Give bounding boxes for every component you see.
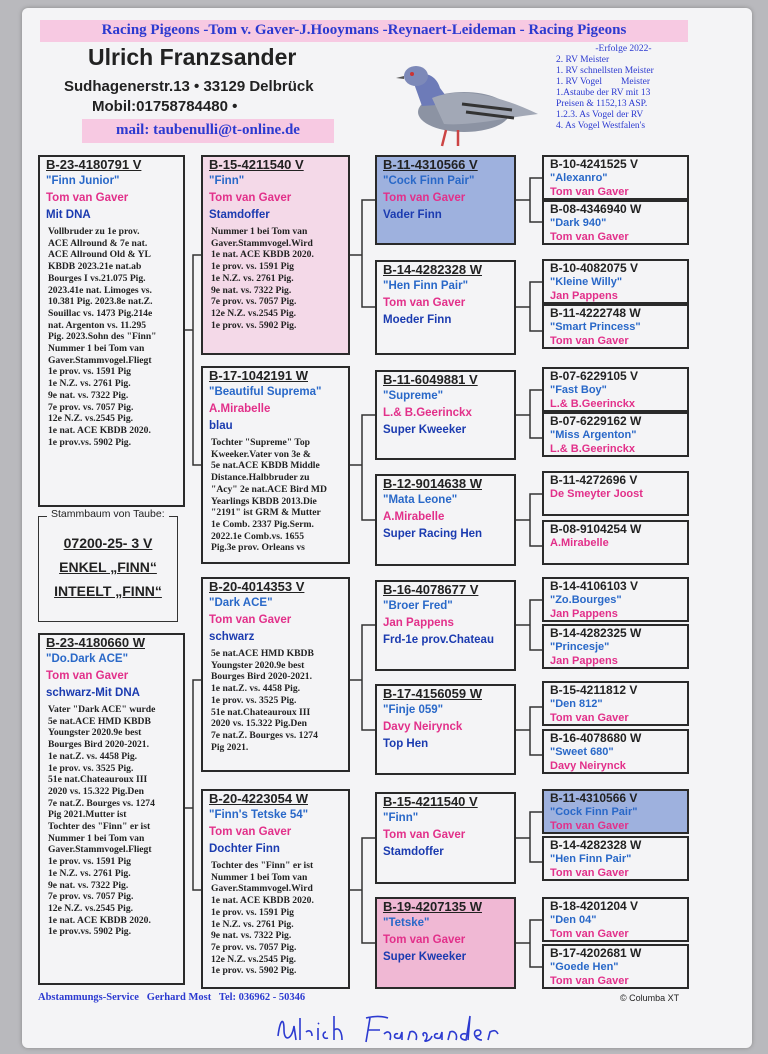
gen4-box (542, 836, 689, 881)
gen4-box (542, 577, 689, 622)
ggp-extra: Frd-1e prov.Chateau (383, 634, 494, 646)
grandparent-notes: Tochter "Supreme" Top Kweeker.Vater von 3e & 5e nat.ACE KBDB Middle Distance.Halbbruder zu "Acy" 2e nat.ACE Bird MD Yearlings KBDB 2013.Die "2191" ist GRM & Mutter 1e Comb. 2337 Pig.Serm. 2022.1e Comb.vs. 1655 Pig.3e prov. Orleans vs (211, 437, 327, 554)
gen4-breeder: Tom van Gaver (550, 186, 629, 198)
grandparent-notes: Tochter des "Finn" er ist Nummer 1 bei Tom van Gaver.Stammvogel.Wird 1e nat. ACE KBDB 2020. 1e prov. vs. 1591 Pig 1e N.Z. vs. 2761 Pig. 9e nat. vs. 7322 Pig. 7e prov. vs. 7057 Pig. 12e N.Z. vs.2545 Pig. 1e prov. vs. 5902 Pig. (211, 860, 314, 977)
grandparent-breeder: Tom van Gaver (209, 614, 292, 626)
gen4-ring: B-08-4346940 W (550, 202, 642, 216)
gen4-name: "Fast Boy" (550, 384, 607, 396)
ggp-name: "Broer Fred" (383, 600, 453, 612)
gen4-box (542, 200, 689, 245)
gen4-box (542, 471, 689, 516)
ggp-ring: B-11-6049881 V (383, 372, 478, 387)
gen4-ring: B-11-4222748 W (550, 306, 641, 320)
gen4-name: "Sweet 680" (550, 746, 614, 758)
gen4-box (542, 520, 689, 565)
grandparent-box (201, 577, 350, 772)
result-item: 1.Astaube der RV mit 13 (556, 88, 651, 98)
ggp-name: "Hen Finn Pair" (383, 280, 469, 292)
grandparent-extra: blau (209, 420, 233, 432)
grandparent-extra: Stamdoffer (209, 209, 270, 221)
gen4-name: "Dark 940" (550, 217, 607, 229)
gen4-ring: B-14-4282328 W (550, 838, 642, 852)
gen4-ring: B-18-4201204 V (550, 899, 639, 913)
grandparent-box (201, 155, 350, 355)
gen4-name: "Cock Finn Pair" (550, 806, 638, 818)
pigeon-ring: 07200-25- 3 V (63, 535, 153, 551)
ggp-breeder: Jan Pappens (383, 617, 454, 629)
owner-mail: mail: taubenulli@t-online.de (116, 122, 300, 138)
owner-address: Sudhagenerstr.13 • 33129 Delbrück (64, 78, 314, 95)
grandparent-extra: schwarz (209, 631, 255, 643)
mail-banner (82, 119, 334, 143)
gen4-ring: B-10-4241525 V (550, 157, 639, 171)
ggp-name: "Supreme" (383, 390, 444, 402)
ggp-breeder: Tom van Gaver (383, 297, 466, 309)
gen4-name: "Zo.Bourges" (550, 594, 622, 606)
mother-name: "Do.Dark ACE" (46, 653, 129, 665)
ggp-extra: Top Hen (383, 738, 429, 750)
gen4-ring: B-17-4202681 W (550, 946, 642, 960)
father-ring: B-23-4180791 V (46, 157, 142, 172)
result-item: 2. RV Meister (556, 55, 610, 65)
grandparent-ring: B-15-4211540 V (209, 157, 304, 172)
pedigree-caption: Stammbaum von Taube: (47, 508, 169, 520)
result-item: 4. As Vogel Westfalen's (556, 121, 646, 131)
pedigree-line-2: INTEELT „FINN“ (54, 583, 162, 599)
ggp-breeder: Tom van Gaver (383, 934, 466, 946)
gen4-box (542, 304, 689, 349)
gen4-name: "Alexanro" (550, 172, 608, 184)
grandparent-name: "Beautiful Suprema" (209, 386, 322, 398)
father-breeder: Tom van Gaver (46, 192, 129, 204)
result-item: 1.2.3. As Vogel der RV (556, 110, 644, 120)
gen4-breeder: L.& B.Geerinckx (550, 398, 635, 410)
gen4-box (542, 789, 689, 834)
grandparent-breeder: Tom van Gaver (209, 192, 292, 204)
ggp-extra: Stamdoffer (383, 846, 444, 858)
ggp-ring: B-12-9014638 W (383, 476, 482, 491)
gen4-breeder: A.Mirabelle (550, 537, 609, 549)
gen4-box (542, 681, 689, 726)
gen4-name: "Smart Princess" (550, 321, 641, 333)
gen4-breeder: Tom van Gaver (550, 928, 629, 940)
ggp-breeder: Tom van Gaver (383, 192, 466, 204)
gen4-breeder: Jan Pappens (550, 290, 618, 302)
ggp-name: "Finje 059" (383, 704, 444, 716)
mother-ring: B-23-4180660 W (46, 635, 145, 650)
mother-box (38, 633, 185, 985)
gen4-breeder: Jan Pappens (550, 655, 618, 667)
grandparent-breeder: Tom van Gaver (209, 826, 292, 838)
gen4-breeder: L.& B.Geerinckx (550, 443, 635, 455)
gen4-ring: B-11-4272696 V (550, 473, 638, 487)
gen4-breeder: Davy Neirynck (550, 760, 626, 772)
gen4-name: "Den 812" (550, 698, 603, 710)
father-extra: Mit DNA (46, 209, 91, 221)
ggp-breeder: Tom van Gaver (383, 829, 466, 841)
great-grandparent-box (375, 897, 516, 989)
gen4-name: "Princesje" (550, 641, 610, 653)
gen4-ring: B-14-4282325 W (550, 626, 642, 640)
copyright: © Columba XT (620, 993, 680, 1003)
ggp-ring: B-11-4310566 V (383, 157, 478, 172)
grandparent-box (201, 789, 350, 989)
gen4-ring: B-07-6229162 W (550, 414, 642, 428)
ggp-extra: Super Racing Hen (383, 528, 483, 540)
ggp-ring: B-17-4156059 W (383, 686, 482, 701)
gen4-breeder: Tom van Gaver (550, 820, 629, 832)
gen4-ring: B-16-4078680 W (550, 731, 642, 745)
gen4-box (542, 367, 689, 412)
banner-text: Racing Pigeons -Tom v. Gaver-J.Hooymans -Reynaert-Leideman - Racing Pigeons (101, 22, 627, 38)
gen4-ring: B-10-4082075 V (550, 261, 639, 275)
pigeon-image (392, 48, 540, 152)
great-grandparent-box (375, 580, 516, 671)
pedigree-title-box (38, 508, 178, 622)
grandparent-ring: B-20-4223054 W (209, 791, 308, 806)
owner-mobile: Mobil:01758784480 • (92, 98, 238, 115)
ggp-name: "Tetske" (383, 917, 430, 929)
gen4-breeder: Tom van Gaver (550, 975, 629, 987)
great-grandparent-box (375, 155, 516, 245)
great-grandparent-box (375, 684, 516, 775)
gen4-box (542, 259, 689, 304)
gen4-name: "Miss Argenton" (550, 429, 637, 441)
grandparent-breeder: A.Mirabelle (209, 403, 271, 415)
father-notes: Vollbruder zu 1e prov. ACE Allround & 7e nat. ACE Allround Old & YL KBDB 2023.21e nat.ab Bourges I vs.21.075 Pig. 2023.41e nat. Limoges vs. 10.381 Pig. 2023.8e nat.Z. Souillac vs. 1473 Pig.214e nat. Argenton vs. 11.295 Pig. 2023.Sohn des "Finn" Nummer 1 bei Tom van Gaver.Stammvogel.Fliegt 1e prov. vs. 1591 Pig 1e N.Z. vs. 2761 Pig. 9e nat. vs. 7322 Pig. 7e prov. vs. 7057 Pig. 12e N.Z. vs.2545 Pig. 1e nat. ACE KBDB 2020. 1e prov.vs. 5902 Pig. (48, 226, 157, 448)
grandparent-ring: B-20-4014353 V (209, 579, 305, 594)
gen4-name: "Hen Finn Pair" (550, 853, 632, 865)
owner-name: Ulrich Franzsander (88, 44, 297, 70)
gen4-breeder: Tom van Gaver (550, 867, 629, 879)
gen4-breeder: De Smeyter Joost (550, 488, 643, 500)
gen4-box (542, 624, 689, 669)
ggp-extra: Super Kweeker (383, 951, 467, 963)
results-heading: -Erfolge 2022- (595, 44, 652, 54)
gen4-name: "Den 04" (550, 914, 597, 926)
ggp-extra: Vader Finn (383, 209, 442, 221)
great-grandparent-box (375, 792, 516, 884)
gen4-box (542, 897, 689, 942)
result-item: 1. RV schnellsten Meister (556, 66, 654, 76)
ggp-breeder: L.& B.Geerinckx (383, 407, 472, 419)
gen4-breeder: Tom van Gaver (550, 231, 629, 243)
grandparent-extra: Dochter Finn (209, 843, 280, 855)
grandparent-name: "Dark ACE" (209, 597, 273, 609)
grandparent-notes: 5e nat.ACE HMD KBDB Youngster 2020.9e best Bourges Bird 2020-2021. 1e nat.Z. vs. 4458 Pig. 1e prov. vs. 3525 Pig. 51e nat.Chateauroux III 2020 vs. 15.322 Pig.Den 7e nat.Z. Bourges vs. 1274 Pig 2021. (211, 648, 318, 753)
gen4-ring: B-08-9104254 W (550, 522, 642, 536)
gen4-name: "Goede Hen" (550, 961, 619, 973)
ggp-extra: Super Kweeker (383, 424, 467, 436)
gen4-breeder: Tom van Gaver (550, 712, 629, 724)
gen4-breeder: Tom van Gaver (550, 335, 629, 347)
ggp-ring: B-19-4207135 W (383, 899, 482, 914)
gen4-ring: B-14-4106103 V (550, 579, 639, 593)
ggp-name: "Cock Finn Pair" (383, 175, 475, 187)
result-item: 1. RV Vogel Meister (556, 77, 650, 87)
grandparent-box (201, 366, 350, 564)
grandparent-ring: B-17-1042191 W (209, 368, 308, 383)
pedigree-line-1: ENKEL „FINN“ (59, 559, 157, 575)
gen4-ring: B-15-4211812 V (550, 683, 638, 697)
gen4-ring: B-07-6229105 V (550, 369, 639, 383)
ggp-breeder: A.Mirabelle (383, 511, 445, 523)
header-banner (40, 20, 688, 42)
result-item: Preisen & 1152,13 ASP. (556, 99, 648, 109)
gen4-box (542, 412, 689, 457)
ggp-name: "Mata Leone" (383, 494, 458, 506)
ggp-name: "Finn" (383, 812, 419, 824)
ggp-extra: Moeder Finn (383, 314, 452, 326)
ggp-ring: B-16-4078677 V (383, 582, 479, 597)
great-grandparent-box (375, 370, 516, 460)
service-credit: Abstammungs-Service Gerhard Most Tel: 036962 - 50346 (38, 992, 306, 1003)
grandparent-notes: Nummer 1 bei Tom van Gaver.Stammvogel.Wird 1e nat. ACE KBDB 2020. 1e prov. vs. 1591 Pig 1e N.Z. vs. 2761 Pig. 9e nat. vs. 7322 Pig. 7e prov. vs. 7057 Pig. 12e N.Z. vs.2545 Pig. 1e prov. vs. 5902 Pig. (211, 226, 314, 331)
gen4-breeder: Jan Pappens (550, 608, 618, 620)
handwritten-signature (270, 1006, 530, 1050)
gen4-ring: B-11-4310566 V (550, 791, 638, 805)
mother-notes: Vater "Dark ACE" wurde 5e nat.ACE HMD KBDB Youngster 2020.9e best Bourges Bird 2020-2021. 1e nat.Z. vs. 4458 Pig. 1e prov. vs. 3525 Pig. 51e nat.Chateauroux III 2020 vs. 15.322 Pig.Den 7e nat.Z. Bourges vs. 1274 Pig 2021.Mutter ist Tochter des "Finn" er ist Nummer 1 bei Tom van Gaver.Stammvogel.Fliegt 1e prov. vs. 1591 Pig 1e N.Z. vs. 2761 Pig. 9e nat. vs. 7322 Pig. 7e prov. vs. 7057 Pig. 12e N.Z. vs.2545 Pig. 1e nat. ACE KBDB 2020. 1e prov.vs. 5902 Pig. (48, 704, 156, 938)
ggp-breeder: Davy Neirynck (383, 721, 463, 733)
gen4-box (542, 944, 689, 989)
father-box (38, 155, 185, 507)
great-grandparent-box (375, 260, 516, 355)
grandparent-name: "Finn's Tetske 54" (209, 809, 309, 821)
gen4-box (542, 729, 689, 774)
great-grandparent-box (375, 474, 516, 566)
mother-extra: schwarz-Mit DNA (46, 687, 140, 699)
ggp-ring: B-15-4211540 V (383, 794, 478, 809)
ggp-ring: B-14-4282328 W (383, 262, 482, 277)
grandparent-name: "Finn" (209, 175, 245, 187)
results-list (556, 44, 691, 132)
gen4-box (542, 155, 689, 200)
father-name: "Finn Junior" (46, 175, 120, 187)
gen4-name: "Kleine Willy" (550, 276, 623, 288)
mother-breeder: Tom van Gaver (46, 670, 129, 682)
